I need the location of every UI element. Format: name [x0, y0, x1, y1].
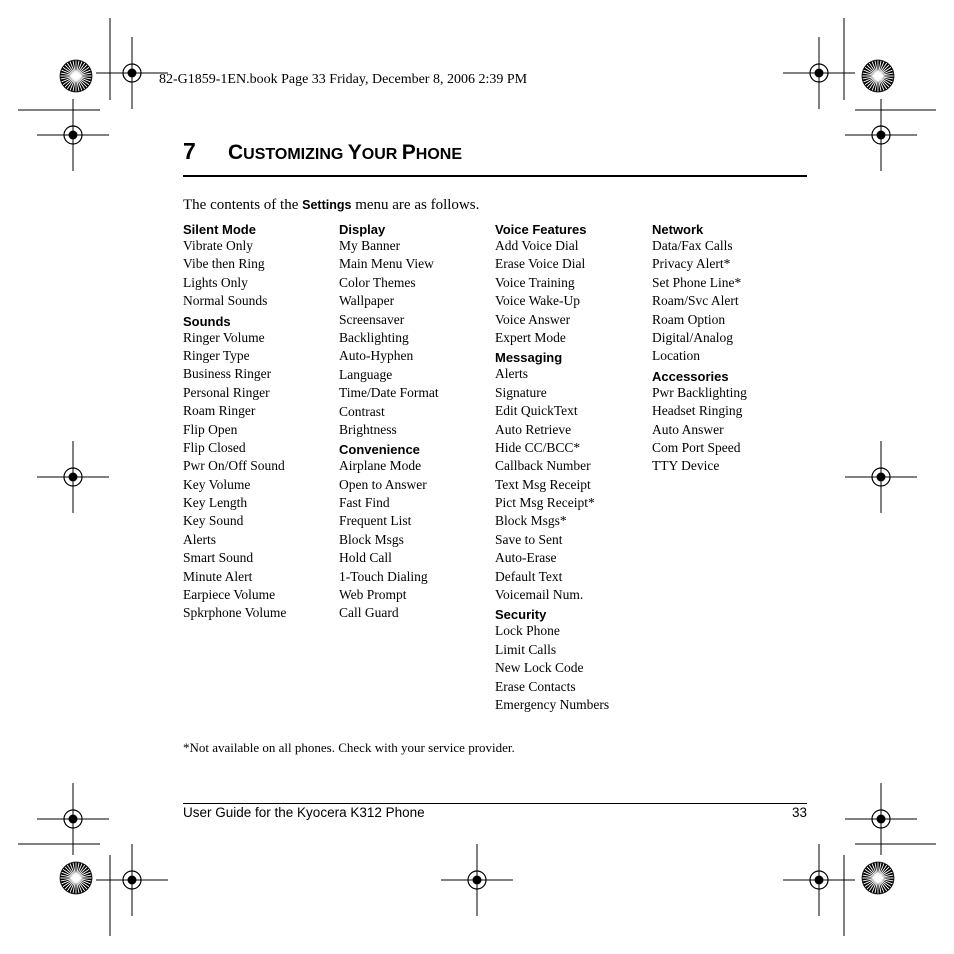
registration-crosshair-icon [441, 844, 513, 916]
menu-item: Backlighting [339, 329, 409, 345]
menu-section [495, 350, 645, 604]
menu-section-heading: Security [495, 607, 547, 623]
menu-item: Web Prompt [339, 587, 407, 603]
menu-item: Flip Open [183, 421, 238, 437]
page-number: 33 [791, 805, 807, 820]
settings-column-3 [495, 222, 645, 717]
registration-star-icon [862, 60, 894, 92]
menu-item: Vibrate Only [183, 238, 254, 253]
menu-item: Set Phone Line* [652, 274, 742, 290]
menu-item: 1-Touch Dialing [339, 568, 428, 584]
chapter-title-part: HONE [415, 146, 463, 163]
menu-item: My Banner [339, 238, 401, 253]
menu-item: Wallpaper [339, 293, 395, 309]
menu-item: Main Menu View [339, 256, 434, 272]
menu-item: Digital/Analog [652, 329, 733, 345]
menu-section [495, 222, 645, 347]
chapter-title-part: P [401, 141, 416, 164]
menu-item: Roam Option [652, 311, 726, 327]
intro-paragraph [183, 197, 479, 214]
menu-section-heading: Voice Features [495, 222, 587, 237]
menu-item: Language [339, 366, 393, 382]
menu-item: Lock Phone [495, 623, 560, 639]
chapter-title-part: OUR [361, 146, 402, 163]
menu-item: Smart Sound [183, 550, 254, 566]
menu-section [652, 369, 802, 476]
menu-section-heading: Convenience [339, 442, 420, 458]
menu-item: Brightness [339, 421, 397, 437]
menu-section [652, 222, 802, 366]
menu-section-heading: Display [339, 222, 386, 237]
menu-item: Flip Closed [183, 439, 246, 455]
menu-item: Lights Only [183, 274, 248, 290]
intro-text-after: menu are as follows. [351, 197, 480, 213]
registration-crosshair-icon [96, 37, 168, 109]
chapter-title-part: Y [347, 141, 362, 164]
menu-item: Pwr Backlighting [652, 384, 747, 400]
menu-item: Emergency Numbers [495, 696, 610, 712]
page-footer [183, 805, 807, 820]
menu-item: Limit Calls [495, 641, 557, 657]
menu-item: Contrast [339, 403, 385, 419]
registration-crosshair-icon [845, 441, 917, 513]
chapter-title-part: C [228, 141, 244, 164]
menu-item: Alerts [183, 531, 216, 547]
menu-item: Color Themes [339, 274, 416, 290]
registration-crosshair-icon [96, 844, 168, 916]
menu-section-heading: Accessories [652, 368, 729, 384]
menu-item: TTY Device [652, 458, 720, 474]
menu-item: Erase Contacts [495, 678, 576, 694]
menu-item: Default Text [495, 568, 563, 584]
menu-item: Expert Mode [495, 329, 566, 345]
print-slug: 82-G1859-1EN.book Page 33 Friday, December 8, 2006 2:39 PM [159, 72, 528, 87]
settings-column-1 [183, 222, 333, 626]
menu-item: Voice Training [495, 274, 575, 290]
settings-keyword: Settings [302, 198, 352, 212]
menu-item: New Lock Code [495, 660, 584, 676]
menu-item: Headset Ringing [652, 403, 743, 419]
menu-item: Personal Ringer [183, 384, 270, 400]
menu-item: Voicemail Num. [495, 587, 584, 603]
menu-item: Ringer Type [183, 347, 250, 363]
menu-section [339, 222, 489, 439]
registration-crosshair-icon [37, 441, 109, 513]
menu-item: Pwr On/Off Sound [183, 458, 285, 474]
menu-item: Block Msgs* [495, 513, 567, 529]
menu-item: Auto Answer [652, 421, 724, 437]
menu-item: Auto-Hyphen [339, 348, 414, 364]
menu-item: Callback Number [495, 458, 591, 474]
menu-item: Key Volume [183, 476, 251, 492]
footnote: *Not available on all phones. Check with your service provider. [183, 740, 515, 755]
menu-item: Business Ringer [183, 366, 272, 382]
settings-column-2 [339, 222, 489, 626]
menu-item: Frequent List [339, 513, 412, 529]
footer-guide-title: User Guide for the Kyocera K312 Phone [183, 805, 425, 820]
menu-item: Ringer Volume [183, 329, 265, 345]
registration-star-icon [60, 862, 92, 894]
menu-item: Add Voice Dial [495, 238, 579, 253]
menu-section-heading: Messaging [495, 350, 563, 366]
menu-item: Fast Find [339, 495, 390, 511]
menu-item: Normal Sounds [183, 293, 268, 309]
menu-item: Location [652, 348, 700, 364]
menu-item: Edit QuickText [495, 403, 578, 419]
menu-section [495, 607, 645, 714]
registration-star-icon [60, 60, 92, 92]
chapter-number: 7 [183, 138, 196, 164]
menu-item: Key Length [183, 495, 248, 511]
menu-item: Airplane Mode [339, 458, 422, 474]
chapter-rule [183, 175, 807, 177]
menu-item: Voice Wake-Up [495, 293, 581, 309]
settings-column-4 [652, 222, 802, 479]
menu-item: Hold Call [339, 550, 392, 566]
menu-item: Save to Sent [495, 531, 563, 547]
menu-section [183, 222, 333, 311]
menu-item: Earpiece Volume [183, 587, 276, 603]
menu-item: Erase Voice Dial [495, 256, 586, 272]
menu-item: Roam Ringer [183, 403, 256, 419]
menu-item: Vibe then Ring [183, 256, 265, 272]
menu-section [183, 314, 333, 623]
chapter-title-text [228, 141, 463, 164]
menu-item: Data/Fax Calls [652, 238, 733, 253]
menu-item: Pict Msg Receipt* [495, 495, 595, 511]
menu-item: Screensaver [339, 311, 405, 327]
menu-item: Voice Answer [495, 311, 571, 327]
intro-text-before: The contents of the [183, 197, 303, 213]
menu-item: Signature [495, 384, 547, 400]
footer-rule [183, 803, 807, 804]
chapter-title-part: USTOMIZING [243, 146, 348, 163]
menu-item: Minute Alert [183, 568, 253, 584]
menu-section-heading: Silent Mode [183, 222, 256, 237]
menu-section-heading: Network [652, 222, 704, 237]
menu-item: Hide CC/BCC* [495, 439, 581, 455]
menu-item: Key Sound [183, 513, 244, 529]
registration-star-icon [862, 862, 894, 894]
menu-item: Open to Answer [339, 476, 427, 492]
menu-item: Alerts [495, 366, 528, 382]
menu-item: Text Msg Receipt [495, 476, 591, 492]
menu-item: Roam/Svc Alert [652, 293, 739, 309]
menu-item: Auto-Erase [495, 550, 557, 566]
menu-item: Block Msgs [339, 531, 404, 547]
menu-item: Com Port Speed [652, 439, 741, 455]
menu-item: Privacy Alert* [652, 256, 731, 272]
chapter-title [183, 140, 462, 163]
menu-item: Spkrphone Volume [183, 605, 287, 621]
menu-item: Time/Date Format [339, 385, 439, 401]
menu-item: Call Guard [339, 605, 399, 621]
menu-section [339, 442, 489, 623]
menu-section-heading: Sounds [183, 313, 231, 329]
menu-item: Auto Retrieve [495, 421, 572, 437]
